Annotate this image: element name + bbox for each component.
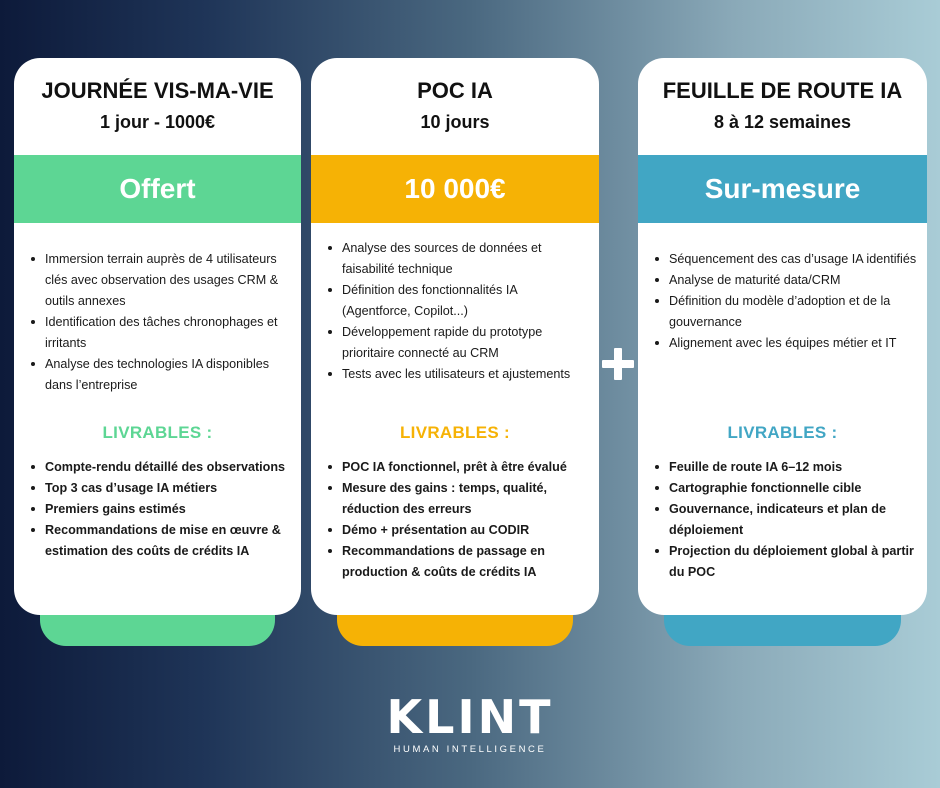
card-subtitle: 10 jours xyxy=(420,112,490,133)
list-item: Premiers gains estimés xyxy=(31,499,293,520)
plus-icon xyxy=(602,348,634,380)
list-item: Tests avec les utilisateurs et ajustements xyxy=(328,364,589,385)
list-item: Projection du déploiement global à partir du POC xyxy=(655,541,919,583)
feature-list xyxy=(655,249,917,354)
card-title: POC IA xyxy=(417,78,493,103)
list-item: POC IA fonctionnel, prêt à être évalué xyxy=(328,457,591,478)
logo-wordmark: KLINT xyxy=(386,690,554,744)
list-item: Analyse des sources de données et faisabilité technique xyxy=(328,238,589,280)
card-body xyxy=(638,58,927,615)
price-band xyxy=(14,155,301,223)
card-title: JOURNÉE VIS-MA-VIE xyxy=(41,78,274,103)
list-item: Analyse de maturité data/CRM xyxy=(655,270,917,291)
list-item: Immersion terrain auprès de 4 utilisateurs clés avec observation des usages CRM & outils annexes xyxy=(31,249,291,312)
list-item: Cartographie fonctionnelle cible xyxy=(655,478,919,499)
feature-list xyxy=(31,249,291,396)
list-item: Démo + présentation au CODIR xyxy=(328,520,591,541)
offer-card-poc-ia xyxy=(311,58,599,646)
livrables-heading: LIVRABLES : xyxy=(727,423,838,442)
card-subtitle: 8 à 12 semaines xyxy=(713,112,852,133)
list-item: Identification des tâches chronophages et irritants xyxy=(31,312,291,354)
list-item: Gouvernance, indicateurs et plan de déploiement xyxy=(655,499,919,541)
price-label: Sur-mesure xyxy=(704,173,861,204)
price-label: Offert xyxy=(119,173,196,204)
card-body xyxy=(14,58,301,615)
price-label: 10 000€ xyxy=(404,173,506,204)
offer-card-vis-ma-vie xyxy=(14,58,301,646)
logo-tagline: HUMAN INTELLIGENCE xyxy=(393,744,547,755)
livrables-list xyxy=(328,457,591,583)
price-band xyxy=(638,155,927,223)
list-item: Définition des fonctionnalités IA (Agentforce, Copilot...) xyxy=(328,280,589,322)
list-item: Recommandations de mise en œuvre & estimation des coûts de crédits IA xyxy=(31,520,293,562)
offer-card-feuille-de-route xyxy=(638,58,927,646)
list-item: Feuille de route IA 6–12 mois xyxy=(655,457,919,478)
card-subtitle: 1 jour - 1000€ xyxy=(99,112,216,133)
feature-list xyxy=(328,238,589,385)
livrables-list xyxy=(31,457,293,562)
list-item: Alignement avec les équipes métier et IT xyxy=(655,333,917,354)
list-item: Analyse des technologies IA disponibles dans l’entreprise xyxy=(31,354,291,396)
list-item: Mesure des gains : temps, qualité, réduction des erreurs xyxy=(328,478,591,520)
price-band xyxy=(311,155,599,223)
klint-logo xyxy=(0,690,940,755)
livrables-heading: LIVRABLES : xyxy=(102,423,213,442)
list-item: Recommandations de passage en production & coûts de crédits IA xyxy=(328,541,591,583)
list-item: Séquencement des cas d’usage IA identifiés xyxy=(655,249,917,270)
list-item: Définition du modèle d’adoption et de la gouvernance xyxy=(655,291,917,333)
livrables-list xyxy=(655,457,919,583)
list-item: Top 3 cas d’usage IA métiers xyxy=(31,478,293,499)
card-title: FEUILLE DE ROUTE IA xyxy=(662,78,903,103)
list-item: Développement rapide du prototype prioritaire connecté au CRM xyxy=(328,322,589,364)
card-body xyxy=(311,58,599,615)
list-item: Compte-rendu détaillé des observations xyxy=(31,457,293,478)
livrables-heading: LIVRABLES : xyxy=(399,423,511,442)
